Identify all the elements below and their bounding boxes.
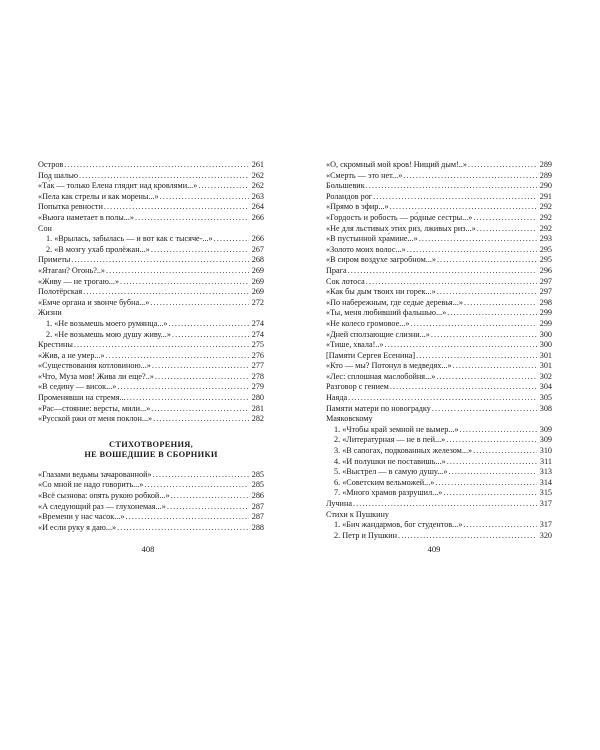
page-number-right: 409 — [427, 544, 441, 554]
toc-entry-title: 1. «Бич жандармов, бог студентов...» — [334, 520, 463, 530]
toc-entry — [326, 499, 552, 510]
toc-entry-page: 274 — [251, 329, 264, 339]
toc-entry-title: Маяковскому — [326, 414, 373, 424]
toc-leader-dots — [448, 467, 537, 478]
toc-entry-page: 274 — [251, 318, 264, 328]
toc-entry-title: «Прямо в эфир...» — [326, 202, 389, 212]
toc-entry-page: 311 — [540, 456, 552, 466]
toc-entry-page: 275 — [251, 340, 264, 350]
toc-leader-dots — [151, 245, 249, 256]
toc-entry-page: 297 — [539, 287, 552, 297]
toc-leader-dots — [155, 372, 249, 383]
toc-entry — [38, 277, 264, 288]
toc-entry-title: 2. «Не возьмешь мою душу живу...» — [46, 329, 171, 339]
toc-entry — [38, 181, 264, 192]
toc-entry-page: 299 — [539, 308, 552, 318]
toc-entry — [38, 319, 264, 330]
toc-entry-title: «Жив, а не умер...» — [38, 350, 105, 360]
toc-entry-page: 292 — [539, 202, 552, 212]
toc-leader-dots — [167, 502, 249, 513]
toc-entry — [38, 308, 264, 319]
toc-entry-page: 276 — [251, 350, 264, 360]
toc-leader-dots — [477, 224, 537, 235]
toc-entry — [38, 491, 264, 502]
toc-entry-title: «Лес: сплошная маслобойня...» — [326, 371, 436, 381]
toc-entry-title: «Кто — мы? Потонул в медведях...» — [326, 361, 452, 371]
toc-leader-dots — [106, 266, 249, 277]
toc-entry-page: 287 — [251, 501, 264, 511]
toc-entry-page: 280 — [251, 393, 264, 403]
toc-entry-page: 292 — [539, 223, 552, 233]
toc-list-left-top — [38, 160, 264, 425]
toc-leader-dots — [104, 202, 249, 213]
toc-entry — [326, 224, 552, 235]
toc-leader-dots — [71, 255, 249, 266]
toc-leader-dots — [437, 255, 537, 266]
toc-entry — [326, 234, 552, 245]
toc-leader-dots — [79, 171, 249, 182]
toc-leader-dots — [385, 340, 538, 351]
toc-entry-title: «Дней сползающие слизни...» — [326, 329, 430, 339]
toc-entry — [38, 523, 264, 534]
toc-entry — [326, 266, 552, 277]
toc-entry — [38, 382, 264, 393]
toc-leader-dots — [373, 192, 537, 203]
toc-entry — [326, 372, 552, 383]
toc-entry — [38, 234, 264, 245]
toc-entry — [326, 531, 552, 542]
toc-entry — [38, 340, 264, 351]
toc-entry-title: «Что, Муза моя! Жива ли еще?..» — [38, 371, 154, 381]
toc-leader-dots — [473, 213, 537, 224]
toc-leader-dots — [447, 308, 537, 319]
toc-entry-page: 291 — [539, 191, 552, 201]
toc-entry-page: 287 — [251, 512, 264, 522]
toc-entry-title: «Та́к — только Елена глядит над кровлями...» — [38, 181, 198, 191]
toc-entry-title: «Тише, хвала!..» — [326, 340, 384, 350]
toc-entry-page: 315 — [539, 488, 552, 498]
toc-entry-page: 266 — [251, 234, 264, 244]
toc-entry — [326, 319, 552, 330]
toc-entry-title: «Смерть — это нет...» — [326, 170, 403, 180]
toc-entry — [38, 287, 264, 298]
toc-entry-page: 305 — [539, 393, 552, 403]
toc-entry — [38, 160, 264, 171]
toc-leader-dots — [74, 340, 249, 351]
toc-entry-page: 313 — [539, 467, 552, 477]
toc-entry-title: Прага — [326, 265, 347, 275]
toc-entry-page: 278 — [251, 371, 264, 381]
toc-entry-page: 308 — [539, 403, 552, 413]
toc-leader-dots — [150, 298, 249, 309]
section-heading-line-2: НЕ ВОШЕДШИЕ В СБОРНИКИ — [84, 450, 218, 460]
toc-entry-page: 302 — [539, 371, 552, 381]
toc-entry — [326, 298, 552, 309]
toc-leader-dots — [464, 298, 537, 309]
toc-entry-title: 6. «Советским вельможей...» — [334, 477, 435, 487]
toc-entry-page: 298 — [539, 297, 552, 307]
toc-leader-dots — [151, 404, 249, 415]
toc-entry-page: 268 — [251, 255, 264, 265]
toc-entry-title: «В сиром воздухе загробном...» — [326, 255, 437, 265]
toc-leader-dots — [398, 531, 537, 542]
toc-entry-title: «А следующий раз — глухонемая...» — [38, 501, 166, 511]
toc-entry-page: 262 — [251, 181, 264, 191]
toc-leader-dots — [443, 488, 537, 499]
toc-entry-title: «Существования котловиною...» — [38, 361, 151, 371]
toc-entry-page: 296 — [539, 265, 552, 275]
toc-leader-dots — [117, 382, 249, 393]
toc-entry-title: «Времени у нас часок...» — [38, 512, 125, 522]
toc-entry-page: 286 — [251, 491, 264, 501]
toc-entry-title: «Гордость и робость — ро́дные сестры...» — [326, 212, 473, 222]
toc-entry-page: 261 — [251, 160, 264, 169]
toc-entry-page: 293 — [539, 234, 552, 244]
toc-entry — [326, 181, 552, 192]
toc-leader-dots — [435, 478, 537, 489]
toc-entry-page: 279 — [251, 382, 264, 392]
toc-entry — [326, 255, 552, 266]
toc-entry-page: 292 — [539, 212, 552, 222]
toc-leader-dots — [437, 287, 537, 298]
toc-entry-title: «Не для льстивых этих риз, лживых риз...» — [326, 223, 476, 233]
toc-entry-page: 297 — [539, 276, 552, 286]
toc-entry-title: 1. «Врылась, забылась — и вот как с тысяче-...» — [46, 234, 213, 244]
toc-entry-page: 309 — [539, 435, 552, 445]
toc-entry-page: 282 — [251, 414, 264, 424]
toc-entry-title: Крестины — [38, 340, 73, 350]
toc-column-left — [38, 160, 264, 533]
toc-entry — [326, 446, 552, 457]
toc-entry-title: Большевик — [326, 181, 365, 191]
toc-entry-title: Роландов рог — [326, 191, 373, 201]
toc-entry — [38, 372, 264, 383]
toc-leader-dots — [125, 512, 249, 523]
toc-entry-title: «Ятаган? Огонь?..» — [38, 265, 106, 275]
toc-entry-page: 301 — [539, 361, 552, 371]
toc-entry — [38, 361, 264, 372]
toc-entry — [38, 351, 264, 362]
toc-entry — [326, 351, 552, 362]
toc-entry-page: 295 — [539, 244, 552, 254]
toc-entry — [326, 467, 552, 478]
toc-entry — [326, 308, 552, 319]
toc-entry-page: 266 — [251, 212, 264, 222]
toc-entry-page: 310 — [539, 446, 552, 456]
toc-entry-page: 317 — [539, 499, 552, 508]
toc-entry — [326, 277, 552, 288]
toc-entry — [38, 224, 264, 235]
toc-leader-dots — [153, 470, 249, 481]
toc-leader-dots — [348, 266, 537, 277]
toc-leader-dots — [214, 234, 249, 245]
toc-entry-page: 289 — [539, 170, 552, 180]
toc-list-left-bottom — [38, 470, 264, 534]
toc-entry — [326, 414, 552, 425]
toc-entry — [326, 520, 552, 531]
toc-leader-dots — [431, 330, 537, 341]
toc-entry — [326, 330, 552, 341]
toc-leader-dots — [432, 404, 537, 415]
toc-entry — [326, 488, 552, 499]
toc-entry-title: Променявши на стремя... — [38, 393, 126, 403]
toc-entry — [38, 245, 264, 256]
toc-leader-dots — [407, 245, 537, 256]
toc-entry-page: 289 — [539, 160, 552, 169]
toc-entry-title: «Со мной не надо говорить...» — [38, 480, 144, 490]
toc-entry-page: 299 — [539, 318, 552, 328]
toc-entry-page: 314 — [539, 477, 552, 487]
toc-leader-dots — [106, 351, 249, 362]
toc-leader-dots — [153, 414, 249, 425]
toc-entry-title: «В пустынной хра́мине...» — [326, 234, 418, 244]
toc-leader-dots — [135, 213, 249, 224]
right-page — [300, 0, 600, 750]
toc-entry-title: 2. Петр и Пушкин — [334, 530, 398, 540]
toc-entry-title: 2. «В мозгу ухаб пролёжан...» — [46, 244, 150, 254]
toc-entry — [326, 510, 552, 521]
toc-entry-title: 3. «В сапогах, подкованных железом...» — [334, 446, 473, 456]
toc-leader-dots — [198, 181, 249, 192]
toc-entry — [326, 213, 552, 224]
toc-entry-title: «Пела как стрелы и как морены...» — [38, 191, 159, 201]
section-heading-line-1: СТИХОТВОРЕНИЯ, — [108, 439, 194, 449]
toc-entry — [326, 393, 552, 404]
toc-leader-dots — [416, 351, 537, 362]
toc-entry-title: Разговор с гением — [326, 382, 389, 392]
toc-leader-dots — [463, 520, 537, 531]
toc-entry-title: 1. «Чтобы край земной не вымер...» — [334, 424, 459, 434]
toc-entry — [326, 340, 552, 351]
toc-entry-title: «Ты, меня любивший фальшью...» — [326, 308, 447, 318]
toc-entry-page: 263 — [251, 191, 264, 201]
toc-entry-page: 301 — [539, 350, 552, 360]
toc-leader-dots — [447, 457, 537, 468]
toc-entry — [38, 202, 264, 213]
toc-entry-page: 272 — [251, 297, 264, 307]
toc-entry-title: «В седину — висок...» — [38, 382, 117, 392]
toc-entry-title: 2. «Литературная — не в пей...» — [334, 435, 446, 445]
toc-entry-page: 267 — [251, 244, 264, 254]
toc-entry — [38, 404, 264, 415]
toc-leader-dots — [127, 393, 249, 404]
toc-entry-title: «Золото моих волос...» — [326, 244, 406, 254]
toc-entry-page: 317 — [539, 520, 552, 530]
toc-entry-page: 288 — [251, 522, 264, 532]
toc-list-right — [326, 160, 552, 541]
toc-entry — [326, 202, 552, 213]
toc-leader-dots — [160, 192, 249, 203]
toc-entry-page: 295 — [539, 255, 552, 265]
toc-leader-dots — [348, 393, 537, 404]
toc-entry-title: Остров — [38, 160, 64, 169]
toc-entry — [38, 255, 264, 266]
page-number-left: 408 — [141, 544, 155, 554]
toc-entry — [326, 478, 552, 489]
toc-entry-title: [Памяти Сергея Есенина] — [326, 350, 416, 360]
toc-entry — [326, 245, 552, 256]
toc-entry — [326, 457, 552, 468]
toc-entry-page: 300 — [539, 329, 552, 339]
toc-entry-title: «Как бы дым твоих ни горек...» — [326, 287, 436, 297]
toc-entry — [38, 414, 264, 425]
toc-entry — [326, 192, 552, 203]
toc-entry — [38, 266, 264, 277]
toc-entry — [326, 425, 552, 436]
toc-leader-dots — [366, 277, 537, 288]
toc-column-right — [326, 160, 552, 541]
toc-entry — [38, 393, 264, 404]
toc-entry-page: 309 — [539, 424, 552, 434]
toc-leader-dots — [144, 480, 249, 491]
toc-leader-dots — [446, 435, 537, 446]
toc-entry — [326, 404, 552, 415]
toc-entry-title: Попытка ревности — [38, 202, 103, 212]
toc-entry-page: 304 — [539, 382, 552, 392]
toc-entry-title: Стихи к Пушкину — [326, 509, 390, 519]
toc-entry-title: Памяти матери по новоградку — [326, 403, 431, 413]
toc-entry-page: 269 — [251, 276, 264, 286]
toc-leader-dots — [468, 160, 537, 171]
toc-entry — [38, 171, 264, 182]
toc-entry — [326, 160, 552, 171]
toc-entry-title: 1. «Не возьмешь моего румянца...» — [46, 318, 168, 328]
toc-entry-title: «И если руку я даю...» — [38, 522, 117, 532]
toc-entry-title: «Не колесо громовое...» — [326, 318, 410, 328]
toc-entry-title: «Вьюга наметает в полы...» — [38, 212, 134, 222]
toc-entry — [38, 480, 264, 491]
toc-entry-title: 5. «Выстрел — в самую душу...» — [334, 467, 448, 477]
toc-entry-title: «Глазами ведьмы зачарованной» — [38, 469, 152, 479]
toc-entry-title: 7. «Много храмов разрушил...» — [334, 488, 443, 498]
toc-entry-page: 269 — [251, 265, 264, 275]
toc-entry-page: 262 — [251, 170, 264, 180]
toc-entry-title: «О, скромный мой кров! Нищий дым!..» — [326, 160, 467, 169]
toc-entry — [326, 382, 552, 393]
toc-leader-dots — [366, 181, 537, 192]
toc-entry — [38, 330, 264, 341]
toc-entry-title: Сон — [38, 223, 52, 233]
toc-entry-title: «По набережным, где седые деревья...» — [326, 297, 463, 307]
toc-leader-dots — [64, 160, 249, 171]
toc-leader-dots — [473, 446, 537, 457]
section-heading — [38, 440, 264, 461]
toc-entry — [38, 192, 264, 203]
toc-entry — [38, 213, 264, 224]
toc-leader-dots — [172, 330, 249, 341]
toc-entry-title: Жизни — [38, 308, 62, 318]
toc-entry-page: 300 — [539, 340, 552, 350]
toc-entry-title: Сок лотоса — [326, 276, 365, 286]
toc-entry-title: Под шалью — [38, 170, 78, 180]
toc-entry — [38, 298, 264, 309]
toc-entry-title: Наяда — [326, 393, 348, 403]
toc-entry-page: 285 — [251, 469, 264, 479]
toc-leader-dots — [460, 425, 537, 436]
toc-leader-dots — [436, 372, 537, 383]
toc-entry — [38, 470, 264, 481]
toc-leader-dots — [410, 319, 537, 330]
toc-leader-dots — [120, 277, 249, 288]
toc-entry — [326, 361, 552, 372]
toc-leader-dots — [390, 202, 537, 213]
toc-leader-dots — [403, 171, 537, 182]
toc-entry-page: 281 — [251, 403, 264, 413]
toc-leader-dots — [353, 499, 537, 510]
toc-entry — [326, 171, 552, 182]
toc-entry-title: 4. «И полушки не поставишь...» — [334, 456, 446, 466]
toc-entry-title: Приметы — [38, 255, 71, 265]
toc-entry-page: 285 — [251, 480, 264, 490]
toc-leader-dots — [171, 491, 249, 502]
toc-entry-title: «Емче органа и звонче бубна...» — [38, 297, 150, 307]
toc-entry — [38, 512, 264, 523]
toc-entry-title: Полотёрская — [38, 287, 83, 297]
toc-leader-dots — [390, 382, 537, 393]
toc-leader-dots — [117, 523, 249, 534]
toc-leader-dots — [152, 361, 249, 372]
toc-entry — [326, 287, 552, 298]
toc-entry-title: «Всё сызнова: опять рукою робкой...» — [38, 491, 170, 501]
toc-entry — [326, 435, 552, 446]
toc-entry-page: 264 — [251, 202, 264, 212]
toc-entry-title: «Русской ржи от меня поклон...» — [38, 414, 153, 424]
toc-leader-dots — [83, 287, 249, 298]
toc-entry-title: «Рас—стояние: версты, мили...» — [38, 403, 151, 413]
toc-entry-page: 290 — [539, 181, 552, 191]
toc-entry — [38, 502, 264, 513]
toc-entry-page: 269 — [251, 287, 264, 297]
toc-leader-dots — [169, 319, 249, 330]
toc-entry-page: 320 — [539, 530, 552, 540]
toc-entry-title: «Живу — не трогаю...» — [38, 276, 120, 286]
toc-leader-dots — [419, 234, 537, 245]
toc-entry-page: 277 — [251, 361, 264, 371]
toc-entry-title: Лучина — [326, 499, 352, 508]
toc-leader-dots — [453, 361, 537, 372]
